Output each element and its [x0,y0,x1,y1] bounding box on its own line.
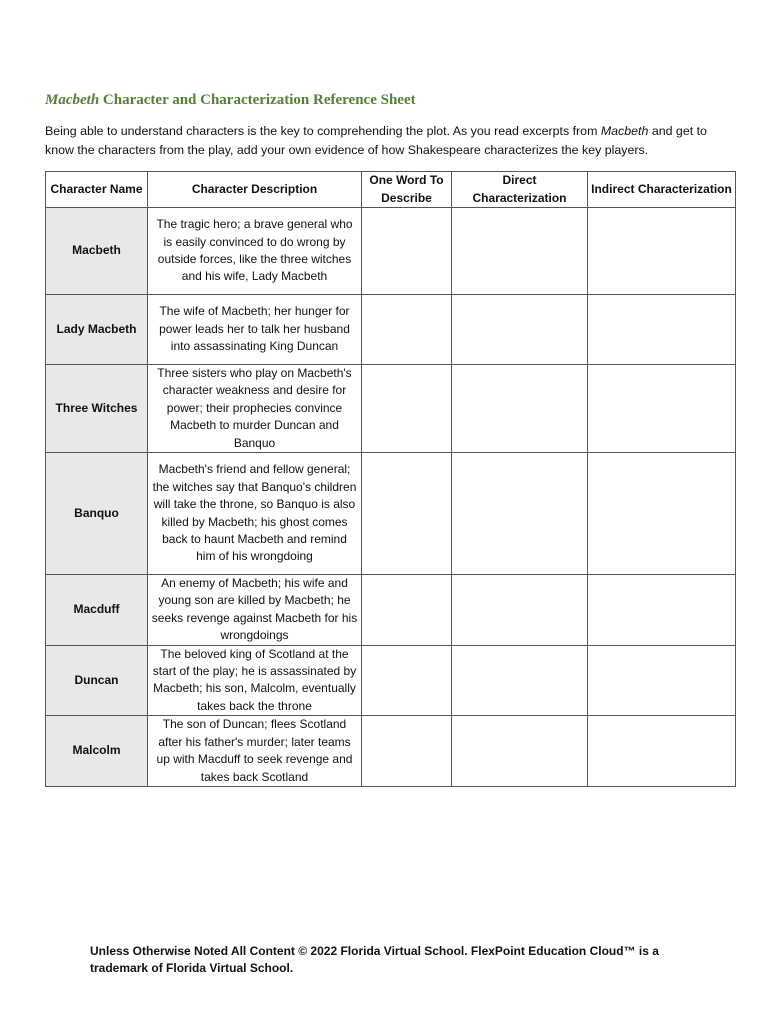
table-row [46,295,736,365]
table-row [46,453,736,575]
character-name-cell: Macduff [46,575,148,646]
character-table [45,171,736,787]
one-word-cell[interactable] [362,453,452,575]
copyright-footer: Unless Otherwise Noted All Content © 2022 Florida Virtual School. FlexPoint Education Cloud™ is a trademark of Florida Virtual School. [90,944,659,975]
character-description-cell: The beloved king of Scotland at the start of the play; he is assassinated by Macbeth; his son, Malcolm, eventually takes back the throne [148,645,362,716]
title-italic: Macbeth [45,92,100,108]
character-description-cell: Macbeth's friend and fellow general; the witches say that Banquo's children will take the throne, so Banquo is also killed by Macbeth; his ghost comes back to haunt Macbeth and remind him of his wrongdoing [148,453,362,575]
one-word-cell[interactable] [362,645,452,716]
table-row [46,645,736,716]
character-description-cell: The wife of Macbeth; her hunger for power leads her to talk her husband into assassinating King Duncan [148,295,362,365]
direct-characterization-cell[interactable] [452,208,588,295]
character-name-cell: Three Witches [46,365,148,453]
indirect-characterization-cell[interactable] [588,295,736,365]
character-name-cell: Banquo [46,453,148,575]
header-character-name: Character Name [46,172,148,208]
indirect-characterization-cell[interactable] [588,645,736,716]
one-word-cell[interactable] [362,208,452,295]
indirect-characterization-cell[interactable] [588,716,736,787]
header-direct-characterization: Direct Characterization [452,172,588,208]
header-indirect-characterization: Indirect Characterization [588,172,736,208]
intro-part2: and get to know the characters from the play, add your own evidence of how Shakespeare characterizes the key players. [45,124,707,157]
character-description-cell: The tragic hero; a brave general who is easily convinced to do wrong by outside forces, like the three witches and his wife, Lady Macbeth [148,208,362,295]
direct-characterization-cell[interactable] [452,716,588,787]
character-description-cell: Three sisters who play on Macbeth's character weakness and desire for power; their prophecies convince Macbeth to murder Duncan and Banquo [148,365,362,453]
direct-characterization-cell[interactable] [452,575,588,646]
table-row [46,365,736,453]
direct-characterization-cell[interactable] [452,295,588,365]
character-description-cell: An enemy of Macbeth; his wife and young son are killed by Macbeth; he seeks revenge against Macbeth for his wrongdoings [148,575,362,646]
direct-characterization-cell[interactable] [452,365,588,453]
indirect-characterization-cell[interactable] [588,365,736,453]
indirect-characterization-cell[interactable] [588,453,736,575]
character-name-cell: Duncan [46,645,148,716]
header-one-word: One Word To Describe [362,172,452,208]
intro-part1: Being able to understand characters is the key to comprehending the plot. As you read excerpts from [45,124,601,138]
table-row [46,575,736,646]
header-character-description: Character Description [148,172,362,208]
indirect-characterization-cell[interactable] [588,575,736,646]
character-name-cell: Lady Macbeth [46,295,148,365]
table-row [46,716,736,787]
one-word-cell[interactable] [362,295,452,365]
intro-paragraph [45,122,735,160]
character-name-cell: Malcolm [46,716,148,787]
title-rest: Character and Characterization Reference Sheet [99,92,416,108]
character-name-cell: Macbeth [46,208,148,295]
character-description-cell: The son of Duncan; flees Scotland after his father's murder; later teams up with Macduff to seek revenge and takes back Scotland [148,716,362,787]
direct-characterization-cell[interactable] [452,453,588,575]
page-title [45,92,416,109]
one-word-cell[interactable] [362,575,452,646]
table-header-row [46,172,736,208]
indirect-characterization-cell[interactable] [588,208,736,295]
direct-characterization-cell[interactable] [452,645,588,716]
table-row [46,208,736,295]
one-word-cell[interactable] [362,716,452,787]
one-word-cell[interactable] [362,365,452,453]
intro-italic: Macbeth [600,124,649,138]
